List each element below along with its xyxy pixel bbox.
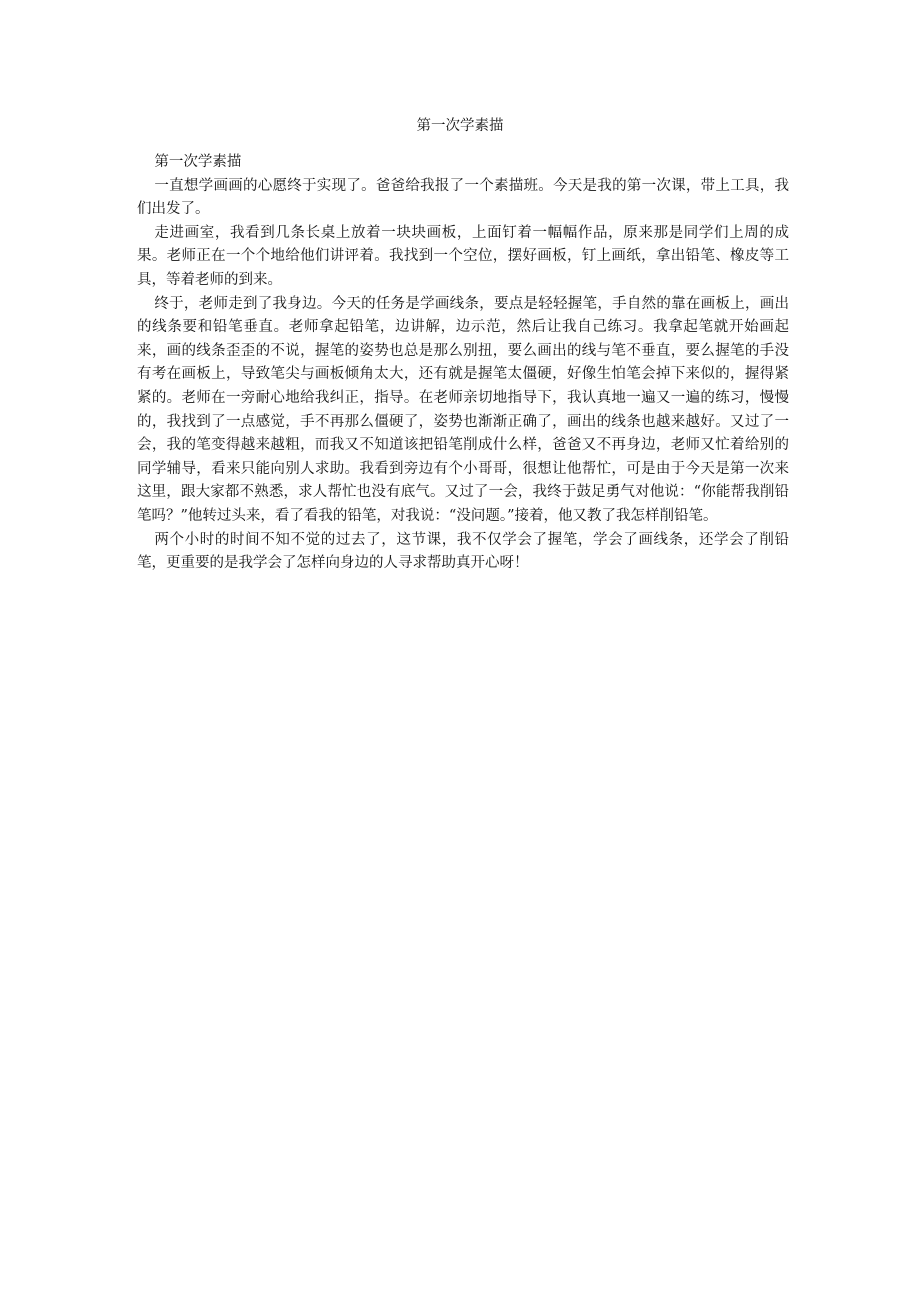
paragraph: 走进画室，我看到几条长桌上放着一块块画板，上面钉着一幅幅作品，原来那是同学们上周的成果。老师正在一个个地给他们讲评着。我找到一个空位，摆好画板，钉上画纸，拿出铅笔、橡皮等工具，等着老师的到来。 — [137, 224, 789, 288]
paragraph: 两个小时的时间不知不觉的过去了，这节课，我不仅学会了握笔，学会了画线条，还学会了削铅笔，更重要的是我学会了怎样向身边的人寻求帮助真开心呀！ — [137, 531, 789, 572]
paragraph-heading: 第一次学素描 — [154, 154, 242, 170]
paragraph: 终于，老师走到了我身边。今天的任务是学画线条，要点是轻轻握笔，手自然的靠在画板上，画出的线条要和铅笔垂直。老师拿起铅笔，边讲解，边示范，然后让我自己练习。我拿起笔就开始画起来，画的线条歪歪的不说，握笔的姿势也总是那么别扭，要么画出的线与笔不垂直，要么握笔的手没有考在画板上，导致笔尖与画板倾角太大，还有就是握笔太僵硬，好像生怕笔会掉下来似的，握得紧紧的。老师在一旁耐心地给我纠正，指导。在老师亲切地指导下，我认真地一遍又一遍的练习，慢慢的，我找到了一点感觉，手不再那么僵硬了，姿势也渐渐正确了，画出的线条也越来越好。又过了一会，我的笔变得越来越粗，而我又不知道该把铅笔削成什么样，爸爸又不再身边，老师又忙着给别的同学辅导，看来只能向别人求助。我看到旁边有个小哥哥，很想让他帮忙，可是由于今天是第一次来这里，跟大家都不熟悉，求人帮忙也没有底气。又过了一会，我终于鼓足勇气对他说：“你能帮我削铅笔吗？”他转过头来，看了看我的铅笔，对我说：“没问题。”接着，他又教了我怎样削铅笔。 — [137, 295, 789, 524]
document-title: 第一次学素描 — [416, 118, 504, 134]
paragraph: 一直想学画画的心愿终于实现了。爸爸给我报了一个素描班。今天是我的第一次课，带上工具，我们出发了。 — [137, 177, 789, 218]
document-body — [137, 151, 789, 576]
